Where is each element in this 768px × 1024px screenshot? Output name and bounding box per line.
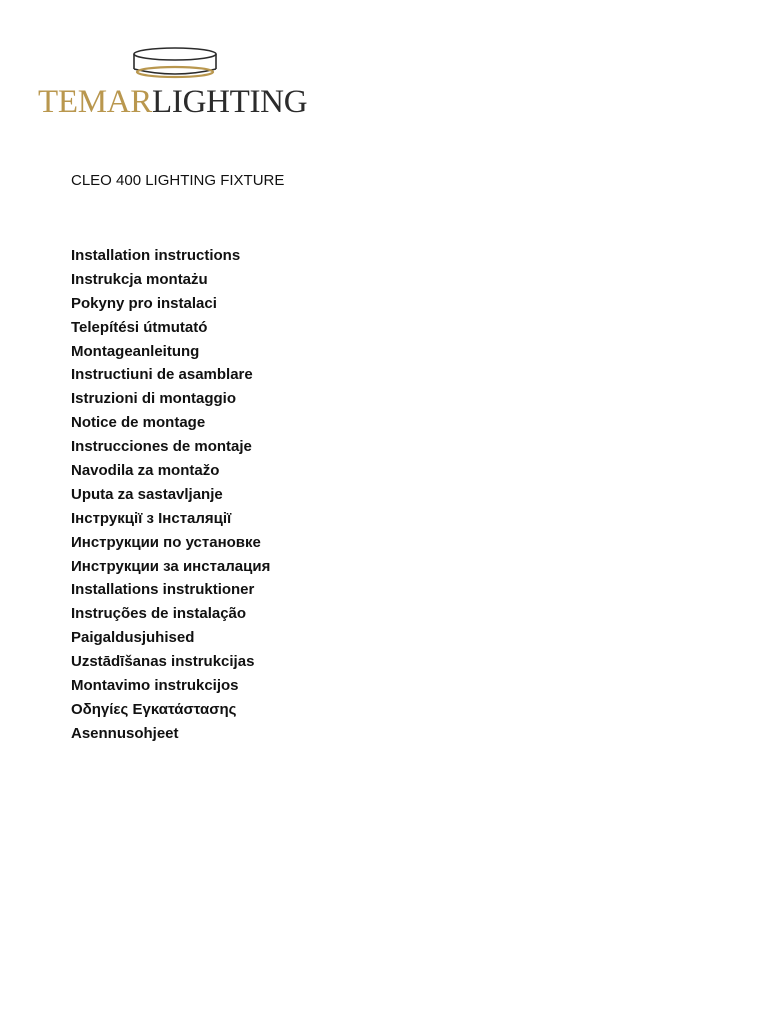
list-item: Instructiuni de asamblare <box>71 366 253 384</box>
list-item: Asennusohjeet <box>71 724 179 742</box>
ceiling-lamp-icon <box>130 44 220 86</box>
list-item: Navodila za montažo <box>71 462 220 480</box>
temar-lighting-logo <box>36 44 326 124</box>
instructions-language-list <box>71 244 270 746</box>
list-item: Pokyny pro instalaci <box>71 294 217 312</box>
product-title: CLEO 400 LIGHTING FIXTURE <box>71 172 285 189</box>
list-item: Istruzioni di montaggio <box>71 390 236 408</box>
list-item: Instruções de instalação <box>71 605 247 623</box>
list-item: Uputa za sastavljanje <box>71 485 223 503</box>
brand-wordmark <box>38 86 307 119</box>
list-item: Notice de montage <box>71 414 206 432</box>
list-item: Montageanleitung <box>71 342 200 360</box>
list-item: Інструкції з Інсталяції <box>71 509 232 527</box>
list-item: Telepítési útmutató <box>71 318 208 336</box>
list-item: Installations instruktioner <box>71 581 255 599</box>
list-item: Installation instructions <box>71 247 241 264</box>
list-item: Οδηγίες Εγκατάστασης <box>71 700 237 718</box>
list-item: Montavimo instrukcijos <box>71 677 239 695</box>
list-item: Instrukcja montażu <box>71 270 208 288</box>
list-item: Paigaldusjuhised <box>71 629 195 647</box>
list-item: Uzstādīšanas instrukcijas <box>71 653 255 671</box>
brand-name-lighting: LIGHTING <box>152 84 308 120</box>
brand-name-temar: TEMAR <box>38 84 153 120</box>
list-item: Instrucciones de montaje <box>71 438 252 456</box>
list-item: Инструкции по установке <box>71 533 261 551</box>
list-item: Инструкции за инсталация <box>71 557 271 575</box>
